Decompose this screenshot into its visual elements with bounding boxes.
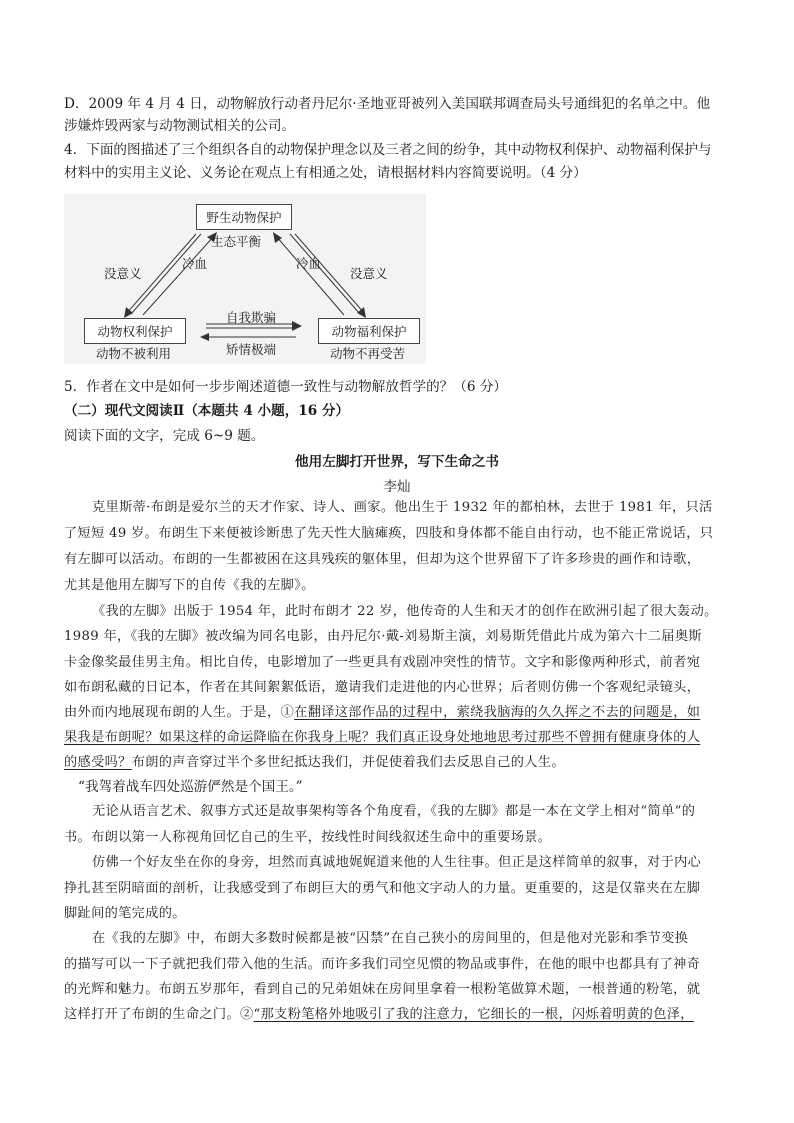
para-5-line-4 xyxy=(64,1005,694,1025)
underlined-sentence-1-part-1: 在翻译这部作品的过程中，萦绕我脑海的久久挥之不去的问题是，如 xyxy=(294,705,701,720)
para-5-line-1: 在《我的左脚》中，布朗大多数时候都是被“囚禁”在自己狭小的房间里的，但是他对光影和季节变换 xyxy=(92,931,689,946)
para-1-line-3: 有左脚可以活动。布朗的一生都被困在这具残疾的躯体里，但却为这个世界留下了许多珍贵的画作和诗歌， xyxy=(64,552,701,567)
no-suffering-caption: 动物不再受苦 xyxy=(330,346,406,361)
underlined-sentence-1-part-3: 的感受吗？ xyxy=(64,755,132,770)
option-d-line-1: D．2009 年 4 月 4 日，动物解放行动者丹尼尔·圣地亚哥被列入美国联邦调查局头号通缉犯的名单之中。他 xyxy=(64,96,711,112)
article-title: 他用左脚打开世界，写下生命之书 xyxy=(295,454,499,470)
para-4-line-1: 仿佛一个好友坐在你的身旁，坦然而真诚地娓娓道来他的人生往事。但正是这样简单的叙事，对于内心 xyxy=(92,855,702,870)
not-used-caption: 动物不被利用 xyxy=(96,346,172,361)
para-1-line-1: 克里斯蒂·布朗是爱尔兰的天才作家、诗人、画家。他出生于 1932 年的都柏林，去世于 1981 年，只活 xyxy=(92,500,713,515)
underlined-sentence-1-part-2: 果我是布朗呢？如果这样的命运降临在你我身上呢？我们真正设身处地地思考过那些不曾拥有健康身体的人 xyxy=(64,730,701,745)
reading-instruction: 阅读下面的文字，完成 6~9 题。 xyxy=(64,428,265,444)
wildlife-protection-box: 野生动物保护 xyxy=(196,204,292,230)
right-outer-label: 没意义 xyxy=(350,266,388,281)
option-d-line-2: 涉嫌炸毁两家与动物测试相关的公司。 xyxy=(64,118,296,134)
para-1-line-2: 了短短 49 岁。布朗生下来便被诊断患了先天性大脑瘫痪，四肢和身体都不能自由行动，也不能正常说话，只 xyxy=(64,526,714,541)
king-quote: “我驾着战车四处巡游俨然是个国王。” xyxy=(78,779,303,795)
para-2-line-4: 如布朗私藏的日记本，作者在其间絮絮低语，邀请我们走进他的内心世界；后者则仿佛一个客观纪录镜头， xyxy=(64,680,701,695)
para-5-line-3: 的光辉和魅力。布朗五岁那年，看到自己的兄弟姐妹在房间里拿着一根粉笔做算术题，一根普通的粉笔，就 xyxy=(64,982,701,997)
para-3-line-1: 无论从语言艺术、叙事方式还是故事架构等各个角度看，《我的左脚》都是一本在文学上相对“简单”的 xyxy=(92,804,696,819)
sentence-2-marker: ② xyxy=(240,1007,254,1022)
para-2-line-7-plain: 布朗的声音穿过半个多世纪抵达我们，并促使着我们去反思自己的人生。 xyxy=(131,755,565,770)
para-3-line-2: 书。布朗以第一人称视角回忆自己的生平，按线性时间线叙述生命中的重要场景。 xyxy=(64,830,552,845)
left-outer-label: 没意义 xyxy=(104,266,142,281)
para-4-line-3: 脚趾间的笔完成的。 xyxy=(64,906,186,921)
animal-rights-box: 动物权利保护 xyxy=(84,318,186,344)
sentence-1-marker: ① xyxy=(280,705,295,720)
para-2-line-7 xyxy=(64,753,565,773)
right-inner-label: 冷血 xyxy=(296,256,322,271)
para-5-line-4-plain: 这样打开了布朗的生命之门。 xyxy=(64,1007,240,1022)
underlined-sentence-2: “那支粉笔格外地吸引了我的注意力，它细长的一根，闪烁着明黄的色泽， xyxy=(253,1007,694,1022)
question-5: 5．作者在文中是如何一步步阐述道德一致性与动物解放哲学的？（6 分） xyxy=(64,379,508,395)
para-5-line-2: 的描写可以一下子就把我们带入他的生活。而许多我们司空见惯的物品或事件，在他的眼中也都具有了神奇 xyxy=(64,957,701,972)
ecological-balance-caption: 生态平衡 xyxy=(211,234,262,249)
para-1-line-4: 尤其是他用左脚写下的自传《我的左脚》。 xyxy=(64,578,315,593)
para-2-line-1: 《我的左脚》出版于 1954 年，此时布朗才 22 岁，他传奇的人生和天才的创作在欧洲引起了很大轰动。 xyxy=(92,604,718,619)
para-2-line-5 xyxy=(64,703,700,723)
extreme-label: 矫情极端 xyxy=(226,342,277,357)
question-4-line-2: 材料中的实用主义论、义务论在观点上有相通之处，请根据材料内容简要说明。（4 分） xyxy=(64,165,587,181)
para-2-line-5-plain: 由外而内地展现布朗的人生。于是， xyxy=(64,705,281,720)
left-inner-label: 冷血 xyxy=(182,256,208,271)
self-deception-label: 自我欺骗 xyxy=(226,310,277,325)
para-4-line-2: 挣扎甚至阴暗面的剖析，让我感受到了布朗巨大的勇气和他文字动人的力量。更重要的，这是仅靠夹在左脚 xyxy=(64,881,701,896)
section-2-heading: （二）现代文阅读Ⅱ（本题共 4 小题，16 分） xyxy=(64,403,350,419)
question-4-line-1: 4．下面的图描述了三个组织各自的动物保护理念以及三者之间的纷争，其中动物权利保护、动物福利保护与 xyxy=(64,142,712,158)
protection-diagram xyxy=(64,194,426,364)
animal-welfare-box: 动物福利保护 xyxy=(318,318,420,344)
para-2-line-3: 卡金像奖最佳男主角。相比自传，电影增加了一些更具有戏剧冲突性的情节。文字和影像两种形式，前者宛 xyxy=(64,655,701,670)
article-author: 李灿 xyxy=(383,479,411,495)
para-2-line-2: 1989 年，《我的左脚》被改编为同名电影，由丹尼尔·戴-刘易斯主演，刘易斯凭借此片成为第六十二届奥斯 xyxy=(64,629,702,644)
